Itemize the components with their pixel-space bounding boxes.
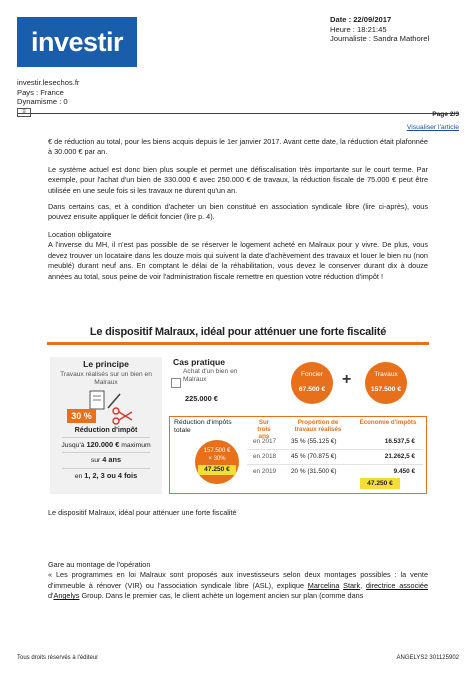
paragraph-4: A l'inverse du MH, il n'est pas possible de se réserver le logement acheté en Malraux pour y vivre. De plus, vous devez trouver un locataire dans les douze mois qui suivent la date d'achèvement des travaux et louer le bien nu (non meublé) durant neuf ans. En comptant le délai de la réhabilitation, vous devez le conserver durant dix à douze années au total, sous peine de voir l'administration fiscale remettre en question votre réduction d'impôt ! xyxy=(48,240,428,281)
article-time: Heure : 18:21:45 xyxy=(330,24,387,34)
article-meta xyxy=(330,15,429,44)
footer-reference: ANGELYS2 301125902 xyxy=(396,655,459,661)
row-economie: 16.537,5 € xyxy=(384,438,415,445)
reduction-circle xyxy=(195,440,239,484)
header-divider xyxy=(17,113,459,114)
source-country: Pays : France xyxy=(17,87,64,97)
section-title: Gare au montage de l'opération xyxy=(48,560,151,569)
purchase-amount: 225.000 € xyxy=(185,394,218,403)
reduction-result: 47.250 € xyxy=(198,465,236,475)
row-proportion: 35 % (55.125 €) xyxy=(291,438,337,445)
row-year: en 2018 xyxy=(253,453,277,460)
total-badge: 47.250 € xyxy=(360,478,400,489)
person-link[interactable]: Marcelina xyxy=(307,580,340,590)
row-proportion: 20 % (31.500 €) xyxy=(291,468,337,475)
infographic-title: Le dispositif Malraux, idéal pour atténuer une forte fiscalité xyxy=(89,326,387,338)
installments: en 1, 2, 3 ou 4 fois xyxy=(74,471,138,480)
paragraph-5: « Les programmes en loi Malraux sont proposés aux investisseurs selon deux montages possibles : la vente d'immeuble à rénover (VIR) ou l'association syndicale libre (ASL), explique Marcelina Stark, directrice associée d'Angelys Group. Dans le premier cas, le client achète un logement ancien sur plan (comme dans xyxy=(48,570,429,601)
column-header-economie: Economie d'impôts xyxy=(359,419,417,426)
table-row xyxy=(247,450,423,464)
foncier-value: 67.500 € xyxy=(298,386,326,393)
infographic-caption: Le dispositif Malraux, idéal pour atténuer une forte fiscalité xyxy=(48,508,237,517)
reduction-label: Réduction d'impôt xyxy=(74,425,138,434)
percent-badge: 30 % xyxy=(67,409,96,423)
paragraph-1: € de réduction au total, pour les biens acquis depuis le 1er janvier 2017. Avant cette date, la réduction était plafonnée à 30.000 € par an. xyxy=(48,137,428,157)
reduction-heading: Réduction d'impôts totale xyxy=(174,419,232,434)
infographic-title-bar xyxy=(47,342,429,345)
row-proportion: 45 % (70.875 €) xyxy=(291,453,337,460)
travaux-circle xyxy=(365,362,407,404)
foncier-label: Foncier xyxy=(301,371,323,378)
table-row xyxy=(247,435,423,449)
travaux-label: Travaux xyxy=(374,371,398,378)
article-date: Date : 22/09/2017 xyxy=(330,15,392,24)
principe-divider xyxy=(62,452,150,453)
travaux-value: 157.500 € xyxy=(370,386,402,393)
cas-pratique-subtitle: Achat d'un bien en Malraux xyxy=(183,368,238,383)
column-header-proportion: Proportion de travaux réalisés xyxy=(294,419,342,433)
principe-subtitle: Travaux réalisés sur un bien en Malraux xyxy=(60,371,152,386)
paragraph-3: Dans certains cas, et à condition d'acheter un bien constitué en association syndicale libre (lire ci-après), vous pouvez ensuite appliquer le déficit foncier (lire p. 4). xyxy=(48,202,428,222)
source-url: investir.lesechos.fr xyxy=(17,78,80,87)
page-number: Page 2/3 xyxy=(432,111,459,118)
foncier-circle xyxy=(291,362,333,404)
column-header-sur: Sur trois ans xyxy=(257,419,271,440)
source-dynamism: Dynamisme : 0 xyxy=(17,97,68,107)
section-montage xyxy=(48,560,428,602)
paragraph-2: Le système actuel est donc bien plus souple et permet une défiscalisation très importante sur le court terme. Par exemple, pour l'achat d'un bien de 330.000 € avec 250.000 € de travaux, la réduction fiscale de 75.000 € peut être utilisée en une seule fois si les travaux ne durent qu'un an. xyxy=(48,165,428,195)
section-title: Location obligatoire xyxy=(48,230,112,239)
row-economie: 21.262,5 € xyxy=(384,453,415,460)
role-link[interactable]: directrice associée xyxy=(365,580,429,590)
visualiser-article-link[interactable]: Visualiser l'article xyxy=(406,124,459,131)
row-year: en 2017 xyxy=(253,438,277,445)
person-link[interactable]: Stark xyxy=(343,580,361,590)
table-row xyxy=(247,465,423,479)
investir-logo: investir xyxy=(17,17,137,67)
cas-pratique-heading: Cas pratique xyxy=(173,357,226,367)
footer-copyright: Tous droits réservés à l'éditeur xyxy=(17,655,99,661)
principe-divider xyxy=(62,437,150,438)
row-economie: 9.450 € xyxy=(393,468,415,475)
scissors-icon xyxy=(112,407,134,425)
duration: sur 4 ans xyxy=(90,455,122,464)
company-link[interactable]: Angelys xyxy=(53,591,80,601)
source-info xyxy=(17,78,79,107)
principe-heading: Le principe xyxy=(83,359,129,369)
row-year: en 2019 xyxy=(253,468,277,475)
reduction-base: 157.500 € xyxy=(203,448,231,454)
plus-sign: + xyxy=(342,371,352,388)
principe-divider xyxy=(62,468,150,469)
malraux-infographic xyxy=(47,326,429,498)
reduction-rate: × 30% xyxy=(208,456,226,462)
section-location xyxy=(48,230,428,282)
house-icon xyxy=(171,378,181,388)
principe-panel xyxy=(50,357,162,494)
max-amount: Jusqu'à 120.000 € maximum xyxy=(61,440,151,449)
article-journalist: Journaliste : Sandra Mathorel xyxy=(330,34,430,44)
document-icon: ≡ xyxy=(17,108,31,117)
